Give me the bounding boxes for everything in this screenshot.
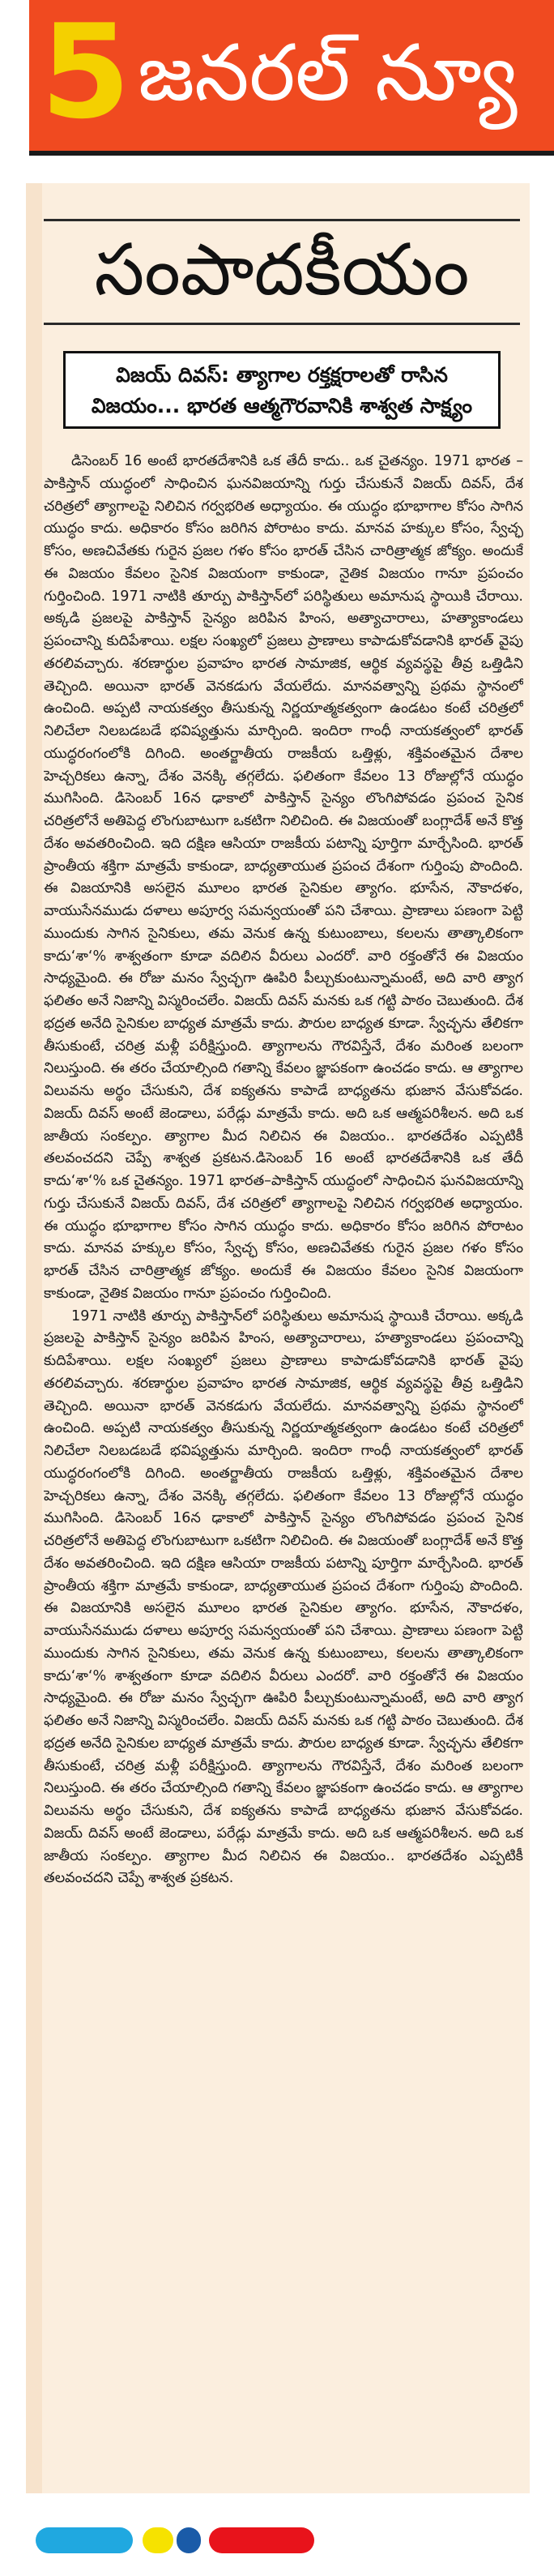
- page-number: 5: [40, 0, 131, 148]
- footer-pill-red: [209, 2527, 314, 2553]
- footer-pill-cyan: [36, 2527, 133, 2553]
- editorial-box-stripe: [26, 183, 42, 2493]
- article-paragraph-2: 1971 నాటికి తూర్పు పాకిస్తాన్‌లో పరిస్థితులు అమానుష స్థాయికి చేరాయి. అక్కడి ప్రజలపై పాకిస్తాన్ సైన్యం జరిపిన హింస, అత్యాచారాలు, హత్యాకాండలు ప్రపంచాన్ని కుదిపేశాయి. లక్షల సంఖ్యలో ప్రజలు ప్రాణాలు కాపాడుకోవడానికి భారత్ వైపు తరలివచ్చారు. శరణార్థుల ప్రవాహం భారత సామాజిక, ఆర్థిక వ్యవస్థపై తీవ్ర ఒత్తిడిని తెచ్చింది. అయినా భారత్ వెనకడుగు వేయలేదు. మానవత్వాన్ని ప్రథమ స్థానంలో ఉంచింది. అప్పటి నాయకత్వం తీసుకున్న నిర్ణయాత్మకత్వంగా ఉండటం కంటే చరిత్రలో నిలిచేలా నిలబడబడే భవిష్యత్తును మార్చింది. ఇందిరా గాంధీ నాయకత్వంలో భారత్ యుద్ధరంగంలోకి దిగింది. అంతర్జాతీయ రాజకీయ ఒత్తిళ్లు, శక్తివంతమైన దేశాల హెచ్చరికలు ఉన్నా, దేశం వెనక్కి తగ్గలేదు. ఫలితంగా కేవలం 13 రోజుల్లోనే యుద్ధం ముగిసింది. డిసెంబర్ 16న ఢాకాలో పాకిస్తాన్ సైన్యం లొంగిపోవడం ప్రపంచ సైనిక చరిత్రలోనే అతిపెద్ద లొంగుబాటుగా ఒకటిగా నిలిచింది. ఈ విజయంతో బంగ్లాదేశ్ అనే కొత్త దేశం అవతరించింది. ఇది దక్షిణ ఆసియా రాజకీయ పటాన్ని పూర్తిగా మార్చేసింది. భారత్ ప్రాంతీయ శక్తిగా మాత్రమే కాకుండా, బాధ్యతాయుత ప్రపంచ దేశంగా గుర్తింపు పొందింది. ఈ విజయానికి అసలైన మూలం భారత సైనికుల త్యాగం. భూసేన, నౌకాదళం, వాయుసేనముడు దళాలు అపూర్వ సమన్వయంతో పని చేశాయి. ప్రాణాలు పణంగా పెట్టి ముందుకు సాగిన సైనికులు, తమ వెనుక ఉన్న కుటుంబాలు, కలలను తాత్కాలికంగా కాదు‘శా‘% శాశ్వతంగా కూడా వదిలిన వీరులు ఎందరో. వారి రక్తంతోనే ఈ విజయం సాధ్యమైంది. ఈ రోజు మనం స్వేచ్ఛగా ఊపిరి పీల్చుకుంటున్నామంటే, అది వారి త్యాగ ఫలితం అనే నిజాన్ని విస్మరించలేం. విజయ్ దివస్ మనకు ఒక గట్టి పాఠం చెబుతుంది. దేశ భద్రత అనేది సైనికుల బాధ్యత మాత్రమే కాదు. పౌరుల బాధ్యత కూడా. స్వేచ్ఛను తేలికగా తీసుకుంటే, చరిత్ర మళ్లీ పరీక్షిస్తుంది. త్యాగాలను గౌరవిస్తేనే, దేశం మరింత బలంగా నిలుస్తుంది. ఈ తరం చేయాల్సింది గతాన్ని కేవలం జ్ఞాపకంగా ఉంచడం కాదు. ఆ త్యాగాల విలువను అర్థం చేసుకుని, దేశ ఐక్యతను కాపాడే బాధ్యతను భుజాన వేసుకోవడం. విజయ్ దివస్ అంటే జెండాలు, పరేడ్లు మాత్రమే కాదు. అది ఒక ఆత్మపరిశీలన. అది ఒక జాతీయ సంకల్పం. త్యాగాల మీద నిలిచిన ఈ విజయం.. భారతదేశం ఎప్పటికీ తలవంచదని చెప్పే శాశ్వత ప్రకటన.: [44, 1307, 523, 1887]
- footer-color-bar: [0, 2527, 554, 2560]
- editorial-banner: [44, 219, 520, 325]
- page-header: [0, 0, 554, 154]
- footer-pill-yellow: [143, 2527, 173, 2553]
- article-headline: [63, 351, 501, 429]
- header-divider: [29, 151, 554, 156]
- footer-pill-blue: [177, 2527, 201, 2553]
- section-name: జనరల్ న్యూ: [138, 28, 518, 118]
- headline-line-1: విజయ్ దివస్: త్యాగాల రక్తక్షరాలతో రాసిన: [116, 363, 448, 387]
- headline-line-2: విజయం... భారత ఆత్మగౌరవానికి శాశ్వత సాక్ష్యం: [91, 394, 473, 417]
- article-paragraph-1: డిసెంబర్ 16 అంటే భారతదేశానికి ఒక తేదీ కాదు.. ఒక చైతన్యం. 1971 భారత – పాకిస్తాన్ యుద్ధంలో సాధించిన ఘనవిజయాన్ని గుర్తు చేసుకునే విజయ్ దివస్, దేశ చరిత్రలో త్యాగాలపై నిలిచిన గర్వభరిత అధ్యాయం. ఈ యుద్ధం భూభాగాల కోసం సాగిన యుద్ధం కాదు. అధికారం కోసం జరిగిన పోరాటం కాదు. మానవ హక్కుల కోసం, స్వేచ్ఛ కోసం, అణచివేతకు గురైన ప్రజల గళం కోసం భారత్ చేసిన చారిత్రాత్మక జోక్యం. అందుకే ఈ విజయం కేవలం సైనిక విజయంగా కాకుండా, నైతిక విజయం గానూ ప్రపంచం గుర్తించింది. 1971 నాటికి తూర్పు పాకిస్తాన్‌లో పరిస్థితులు అమానుష స్థాయికి చేరాయి. అక్కడి ప్రజలపై పాకిస్తాన్ సైన్యం జరిపిన హింస, అత్యాచారాలు, హత్యాకాండలు ప్రపంచాన్ని కుదిపేశాయి. లక్షల సంఖ్యలో ప్రజలు ప్రాణాలు కాపాడుకోవడానికి భారత్ వైపు తరలివచ్చారు. శరణార్థుల ప్రవాహం భారత సామాజిక, ఆర్థిక వ్యవస్థపై తీవ్ర ఒత్తిడిని తెచ్చింది. అయినా భారత్ వెనకడుగు వేయలేదు. మానవత్వాన్ని ప్రథమ స్థానంలో ఉంచింది. అప్పటి నాయకత్వం తీసుకున్న నిర్ణయాత్మకత్వంగా ఉండటం కంటే చరిత్రలో నిలిచేలా నిలబడబడే భవిష్యత్తును మార్చింది. ఇందిరా గాంధీ నాయకత్వంలో భారత్ యుద్ధరంగంలోకి దిగింది. అంతర్జాతీయ రాజకీయ ఒత్తిళ్లు, శక్తివంతమైన దేశాల హెచ్చరికలు ఉన్నా, దేశం వెనక్కి తగ్గలేదు. ఫలితంగా కేవలం 13 రోజుల్లోనే యుద్ధం ముగిసింది. డిసెంబర్ 16న ఢాకాలో పాకిస్తాన్ సైన్యం లొంగిపోవడం ప్రపంచ సైనిక చరిత్రలోనే అతిపెద్ద లొంగుబాటుగా ఒకటిగా నిలిచింది. ఈ విజయంతో బంగ్లాదేశ్ అనే కొత్త దేశం అవతరించింది. ఇది దక్షిణ ఆసియా రాజకీయ పటాన్ని పూర్తిగా మార్చేసింది. భారత్ ప్రాంతీయ శక్తిగా మాత్రమే కాకుండా, బాధ్యతాయుత ప్రపంచ దేశంగా గుర్తింపు పొందింది. ఈ విజయానికి అసలైన మూలం భారత సైనికుల త్యాగం. భూసేన, నౌకాదళం, వాయుసేనముడు దళాలు అపూర్వ సమన్వయంతో పని చేశాయి. ప్రాణాలు పణంగా పెట్టి ముందుకు సాగిన సైనికులు, తమ వెనుక ఉన్న కుటుంబాలు, కలలను తాత్కాలికంగా కాదు‘శా‘% శాశ్వతంగా కూడా వదిలిన వీరులు ఎందరో. వారి రక్తంతోనే ఈ విజయం సాధ్యమైంది. ఈ రోజు మనం స్వేచ్ఛగా ఊపిరి పీల్చుకుంటున్నామంటే, అది వారి త్యాగ ఫలితం అనే నిజాన్ని విస్మరించలేం. విజయ్ దివస్ మనకు ఒక గట్టి పాఠం చెబుతుంది. దేశ భద్రత అనేది సైనికుల బాధ్యత మాత్రమే కాదు. పౌరుల బాధ్యత కూడా. స్వేచ్ఛను తేలికగా తీసుకుంటే, చరిత్ర మళ్లీ పరీక్షిస్తుంది. త్యాగాలను గౌరవిస్తేనే, దేశం మరింత బలంగా నిలుస్తుంది. ఈ తరం చేయాల్సింది గతాన్ని కేవలం జ్ఞాపకంగా ఉంచడం కాదు. ఆ త్యాగాల విలువను అర్థం చేసుకుని, దేశ ఐక్యతను కాపాడే బాధ్యతను భుజాన వేసుకోవడం. విజయ్ దివస్ అంటే జెండాలు, పరేడ్లు మాత్రమే కాదు. అది ఒక ఆత్మపరిశీలన. అది ఒక జాతీయ సంకల్పం. త్యాగాల మీద నిలిచిన ఈ విజయం.. భారతదేశం ఎప్పటికీ తలవంచదని చెప్పే శాశ్వత ప్రకటన.డిసెంబర్ 16 అంటే భారతదేశానికి ఒక తేదీ కాదు‘శా‘% ఒక చైతన్యం. 1971 భారత–పాకిస్తాన్ యుద్ధంలో సాధించిన ఘనవిజయాన్ని గుర్తు చేసుకునే విజయ్ దివస్, దేశ చరిత్రలో త్యాగాలపై నిలిచిన గర్వభరిత అధ్యాయం. ఈ యుద్ధం భూభాగాల కోసం సాగిన యుద్ధం కాదు. అధికారం కోసం జరిగిన పోరాటం కాదు. మానవ హక్కుల కోసం, స్వేచ్ఛ కోసం, అణచివేతకు గురైన ప్రజల గళం కోసం భారత్ చేసిన చారిత్రాత్మక జోక్యం. అందుకే ఈ విజయం కేవలం సైనిక విజయంగా కాకుండా, నైతిక విజయం గానూ ప్రపంచం గుర్తించింది.: [44, 453, 523, 1302]
- editorial-title: సంపాదకీయం: [94, 228, 470, 311]
- article-body: [44, 451, 523, 2451]
